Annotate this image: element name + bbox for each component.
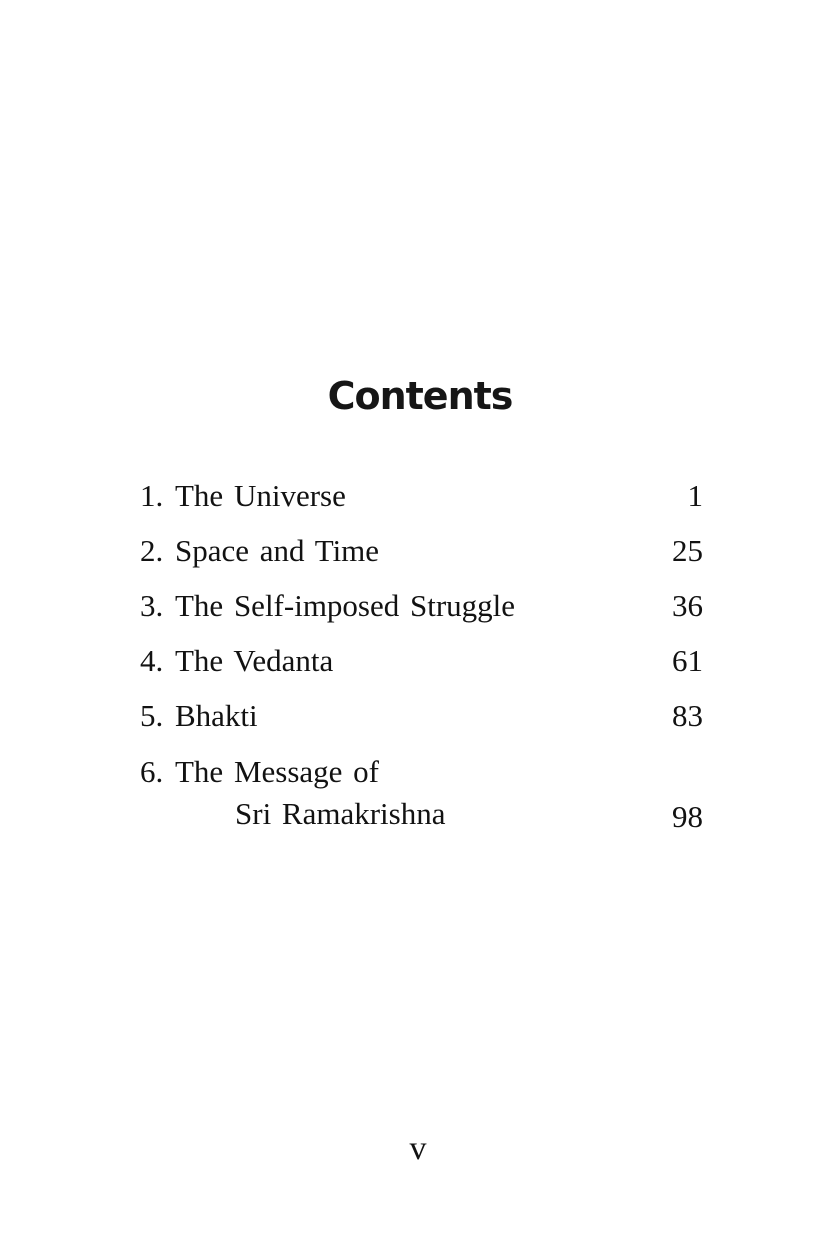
- entry-number: 5.: [140, 697, 164, 733]
- entry-title: Space and Time: [175, 532, 380, 568]
- entry-number: 2.: [140, 532, 164, 568]
- entry-page-number: 98: [672, 799, 703, 834]
- entry-number: 6.: [140, 754, 164, 789]
- entry-title-line2: Sri Ramakrishna: [235, 796, 446, 831]
- entry-number: 1.: [140, 477, 164, 513]
- entry-title-line1: [140, 751, 672, 793]
- entry-title: The Self-imposed Struggle: [175, 587, 516, 623]
- entry-title: The Vedanta: [175, 642, 334, 678]
- toc-entry: [140, 743, 703, 835]
- toc-entry: [140, 633, 703, 688]
- toc-entry: [140, 468, 703, 523]
- entry-page-number: 61: [672, 642, 703, 678]
- entry-number: 4.: [140, 642, 164, 678]
- entry-title: The Universe: [175, 477, 346, 513]
- entry-title: Bhakti: [175, 697, 258, 733]
- entry-number: 3.: [140, 587, 164, 623]
- entry-title-lines: [140, 751, 672, 835]
- toc-entry: [140, 523, 703, 578]
- entry-page-number: 25: [672, 532, 703, 568]
- entry-page-number: 36: [672, 587, 703, 623]
- page-folio: v: [409, 1130, 427, 1167]
- entry-page-number: 1: [687, 477, 703, 513]
- toc-list: [140, 468, 703, 835]
- toc-entry: [140, 578, 703, 633]
- entry-title: The Message of: [175, 754, 379, 789]
- toc-entry: [140, 688, 703, 743]
- page-title: Contents: [327, 374, 513, 418]
- entry-page-number: 83: [672, 697, 703, 733]
